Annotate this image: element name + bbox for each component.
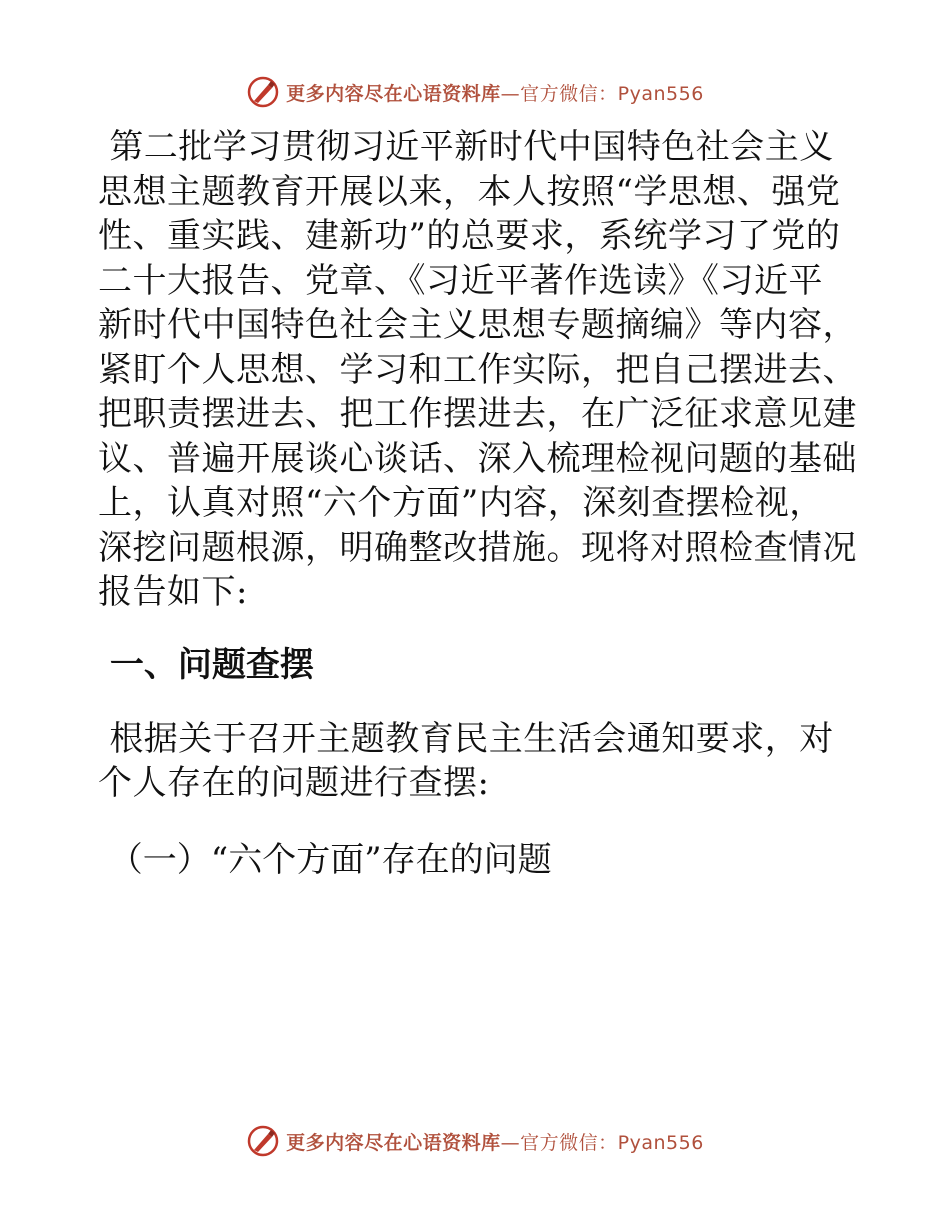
intro-line: 新时代中国特色社会主义思想专题摘编》等内容， xyxy=(98,305,857,345)
intro-line: 把职责摆进去、把工作摆进去，在广泛征求意见建 xyxy=(98,394,857,434)
pen-logo-icon xyxy=(246,75,280,109)
watermark-contact-text: 官方微信：Pyan556 xyxy=(520,82,704,105)
intro-line: 紧盯个人思想、学习和工作实际，把自己摆进去、 xyxy=(98,349,857,390)
intro-line: 性、重实践、建新功”的总要求，系统学习了党的 xyxy=(98,216,841,256)
intro-line: 议、普遍开展谈心谈话、深入梳理检视问题的基础 xyxy=(98,438,857,479)
subsection-heading: （一）“六个方面”存在的问题 xyxy=(98,839,552,880)
watermark-main-text: 更多内容尽在心语资料库 xyxy=(286,82,501,105)
pen-logo-icon xyxy=(246,1124,280,1158)
watermark-separator: — xyxy=(500,82,521,105)
watermark-contact-text: 官方微信：Pyan556 xyxy=(520,1131,704,1154)
watermark-header xyxy=(0,72,950,112)
intro-line: 思想主题教育开展以来，本人按照“学思想、强党 xyxy=(98,171,841,212)
watermark-separator: — xyxy=(500,1131,521,1154)
section-heading: 一、问题查摆 xyxy=(98,644,314,685)
intro-line: 报告如下: xyxy=(98,572,248,612)
intro-paragraph xyxy=(98,125,858,615)
section-line: 个人存在的问题进行查摆: xyxy=(98,763,490,803)
intro-line: 上，认真对照“六个方面”内容，深刻查摆检视， xyxy=(98,483,824,523)
intro-line: 第二批学习贯彻习近平新时代中国特色社会主义 xyxy=(98,127,834,167)
watermark-footer xyxy=(0,1121,950,1161)
intro-line: 二十大报告、党章、《习近平著作选读》《习近平 xyxy=(98,260,823,301)
document-body xyxy=(98,125,858,882)
section-line: 根据关于召开主题教育民主生活会通知要求，对 xyxy=(98,718,834,759)
intro-line: 深挖问题根源，明确整改措施。现将对照检查情况 xyxy=(98,527,857,568)
watermark-main-text: 更多内容尽在心语资料库 xyxy=(286,1131,501,1154)
section-paragraph xyxy=(98,717,858,806)
